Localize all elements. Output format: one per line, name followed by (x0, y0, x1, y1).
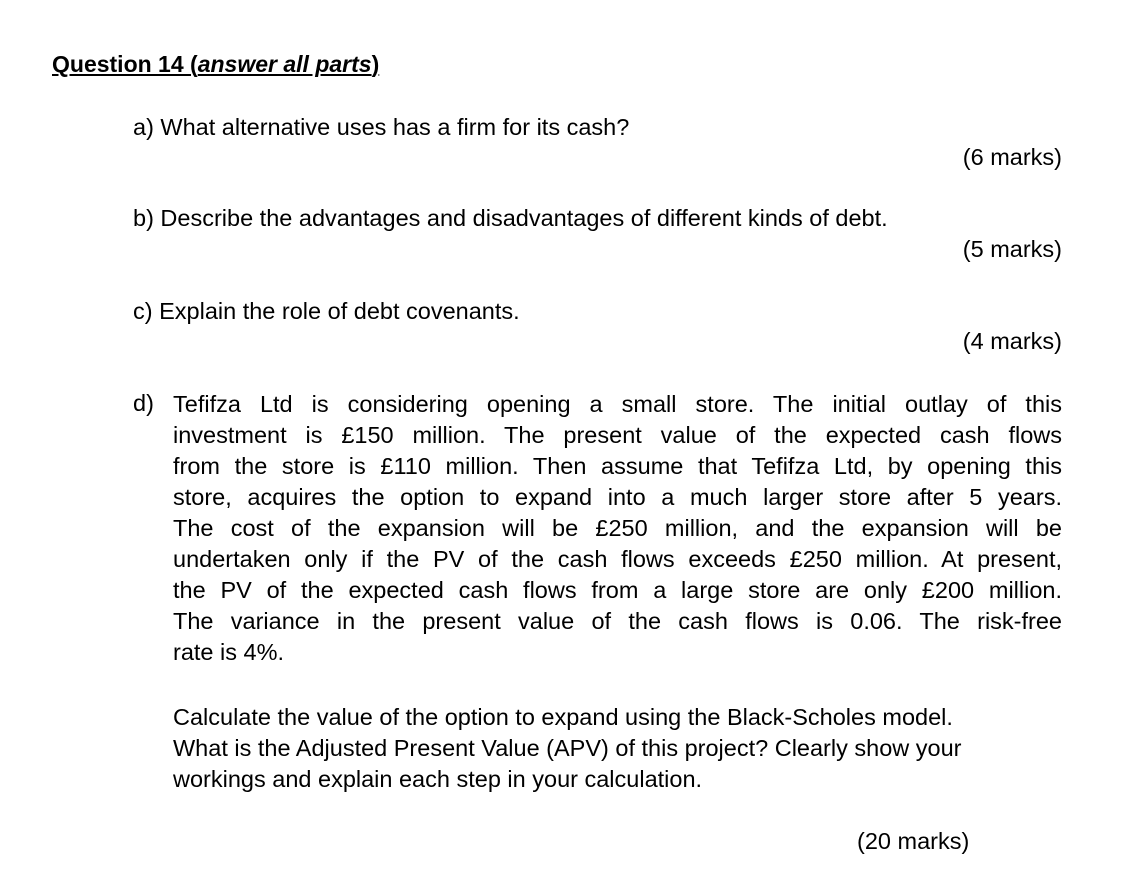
part-d-line: investment is £150 million. The present value of the expected cash flows (173, 422, 1062, 448)
part-c-marks: (4 marks) (962, 328, 1062, 354)
part-d-line: The cost of the expansion will be £250 million, and the expansion will be (173, 515, 1062, 541)
part-d-task-line: workings and explain each step in your calculation. (173, 766, 703, 792)
part-d-task-line: Calculate the value of the option to expand using the Black-Scholes model. (173, 704, 953, 730)
part-d-line: undertaken only if the PV of the cash flows exceeds £250 million. At present, (173, 546, 1062, 572)
part-a-marks: (6 marks) (962, 144, 1062, 170)
part-d-line: The variance in the present value of the cash flows is 0.06. The risk-free (173, 608, 1062, 634)
question-title (52, 50, 379, 78)
part-d-line: store, acquires the option to expand into a much larger store after 5 years. (173, 484, 1062, 510)
part-b-marks: (5 marks) (962, 236, 1062, 262)
part-d-marks: (20 marks) (857, 828, 970, 854)
part-c-question: c) Explain the role of debt covenants. (133, 298, 520, 324)
part-d-line: the PV of the expected cash flows from a large store are only £200 million. (173, 577, 1062, 603)
part-a-question: a) What alternative uses has a firm for its cash? (133, 114, 630, 140)
part-d-line: from the store is £110 million. Then assume that Tefifza Ltd, by opening this (173, 453, 1062, 479)
part-d-scenario (173, 389, 1062, 668)
part-b-question: b) Describe the advantages and disadvantages of different kinds of debt. (133, 205, 888, 231)
question-title-italic: answer all parts (197, 51, 372, 77)
part-d-label: d) (133, 390, 154, 416)
question-title-prefix: Question 14 ( (52, 51, 198, 77)
part-d-task (173, 702, 1062, 795)
part-d-line: rate is 4%. (173, 639, 285, 665)
question-title-suffix: ) (371, 51, 380, 77)
part-d-line: Tefifza Ltd is considering opening a small store. The initial outlay of this (173, 391, 1062, 417)
part-d-task-line: What is the Adjusted Present Value (APV) of this project? Clearly show your (173, 735, 962, 761)
